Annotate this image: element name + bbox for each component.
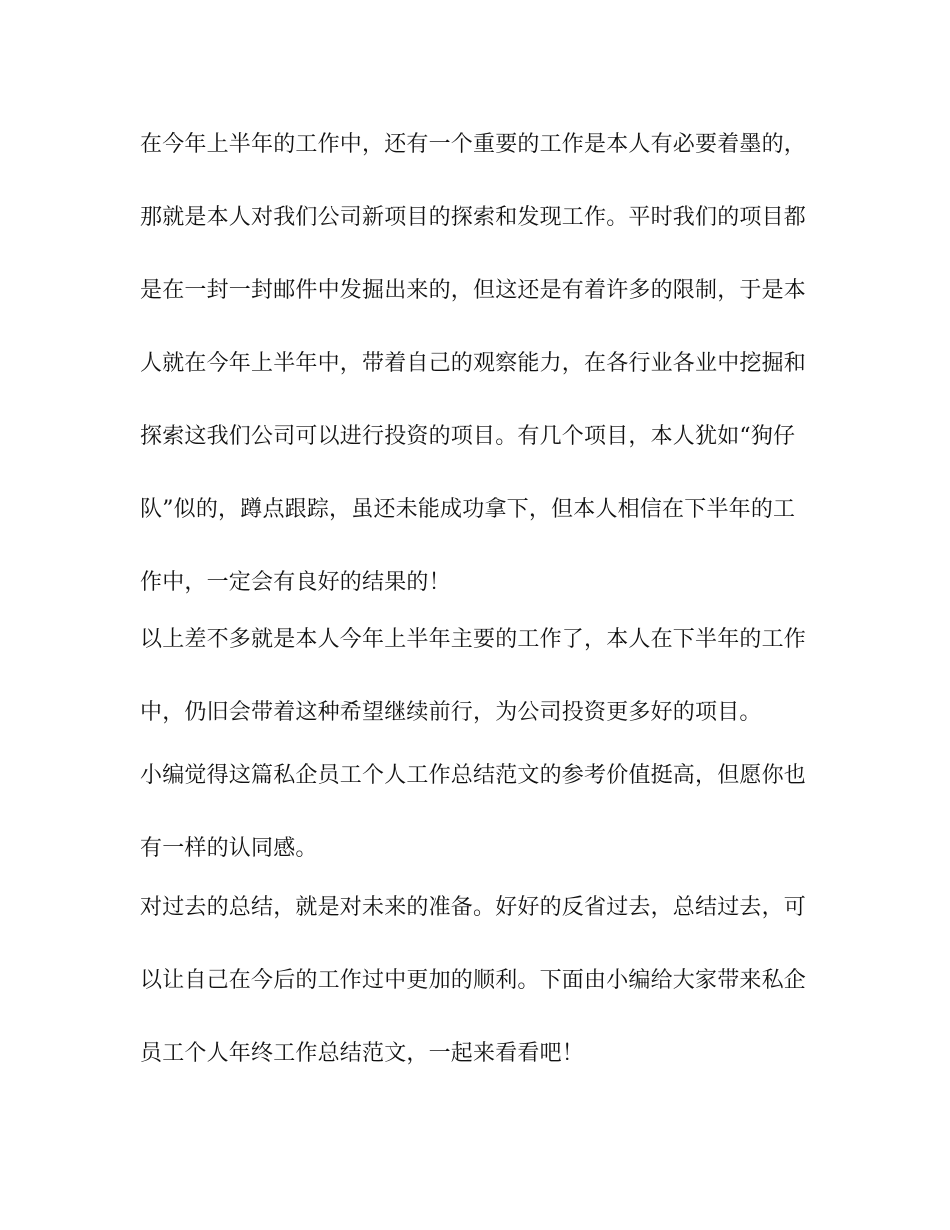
- text-line: 小编觉得这篇私企员工个人工作总结范文的参考价值挺高，但愿你也: [140, 763, 807, 788]
- text-line: 中，仍旧会带着这种希望继续前行，为公司投资更多好的项目。: [140, 700, 762, 725]
- text-line: 在今年上半年的工作中，还有一个重要的工作是本人有必要着墨的，: [140, 132, 807, 157]
- text-line: 队”似的，蹲点跟踪，虽还未能成功拿下，但本人相信在下半年的工: [140, 497, 796, 522]
- text-line: 员工个人年终工作总结范文，一起来看看吧！: [140, 1041, 585, 1066]
- text-line: 作中，一定会有良好的结果的！: [140, 570, 451, 595]
- text-line: 是在一封一封邮件中发掘出来的，但这还是有着许多的限制，于是本: [140, 278, 807, 303]
- text-line: 探索这我们公司可以进行投资的项目。有几个项目，本人犹如“狗仔: [140, 424, 796, 449]
- text-line: 那就是本人对我们公司新项目的探索和发现工作。平时我们的项目都: [140, 205, 807, 230]
- text-line: 对过去的总结，就是对未来的准备。好好的反省过去，总结过去，可: [140, 895, 807, 920]
- text-line: 以让自己在今后的工作过中更加的顺利。下面由小编给大家带来私企: [140, 968, 807, 993]
- text-line: 以上差不多就是本人今年上半年主要的工作了，本人在下半年的工作: [140, 627, 807, 652]
- text-line: 有一样的认同感。: [140, 836, 318, 861]
- text-line: 人就在今年上半年中，带着自己的观察能力，在各行业各业中挖掘和: [140, 351, 807, 376]
